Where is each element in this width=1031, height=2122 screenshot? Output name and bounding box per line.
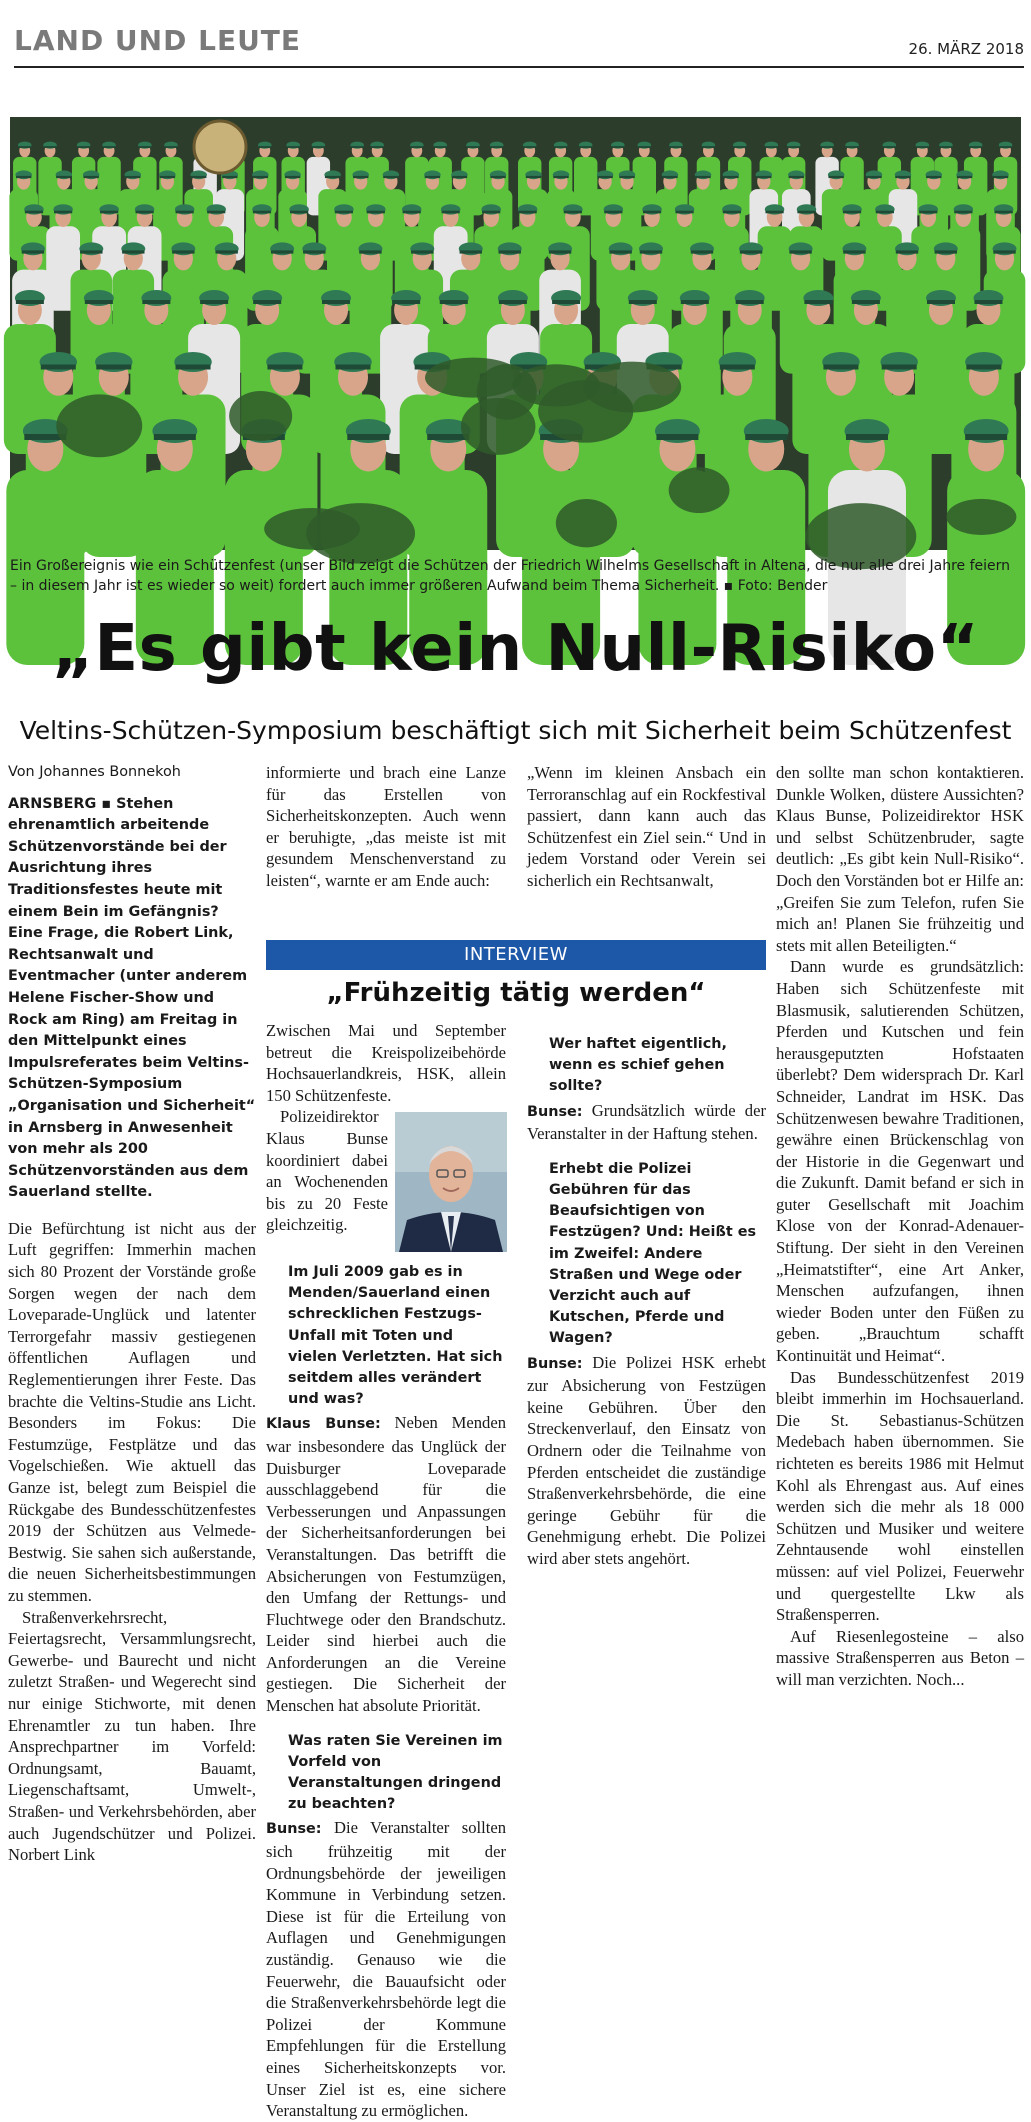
speaker-label: Bunse: <box>527 1103 583 1120</box>
answer-text: Die Polizei HSK erhebt zur Absicherung von Festzügen keine Gebühren. Über den Streckenverlauf, den Einsatz von Ordnern oder die Teilnahme von Pferden entscheidet die zuständige Straßenverkehrsbehörde, die eine geringe Gebühr für die Genehmigung erhebt. Die Polizei wird aber stets angehört. <box>527 1352 766 1568</box>
article-paragraph: Straßenverkehrsrecht, Feiertagsrecht, Versammlungsrecht, Gewerbe- und Baurecht und nicht zuletzt Straßen- und Wegerecht sind nur einige Stichworte, mit denen Ehrenamtler zu tun haben. Ihre Ansprechpartner im Vorfeld: Ordnungsamt, Bauamt, Liegenschaftsamt, Umwelt-, Straßen- und Verkehrsbehörden, aber auch Jugendschützer und Polizei. Norbert Link <box>8 1607 256 1865</box>
article-paragraph: informierte und brach eine Lanze für das Erstellen von Sicherheitskonzepten. Auch wenn er beruhigte, „das meiste ist mit gesundem Menschenverstand zu leisten“, warnte er am Ende auch: <box>266 763 506 890</box>
article-headline: „Es gibt kein Null-Risiko“ <box>51 612 980 686</box>
section-title: LAND UND LEUTE <box>14 24 302 57</box>
interview-answer <box>266 1412 506 1716</box>
article-subheadline: Veltins-Schützen-Symposium beschäftigt sich mit Sicherheit beim Schützenfest <box>19 716 1012 745</box>
article-paragraph: Auf Riesenlegosteine – also massive Straßensperren aus Beton – will man verzichten. Noch... <box>776 1626 1024 1689</box>
issue-date: 26. MÄRZ 2018 <box>908 40 1024 58</box>
interview-question: Was raten Sie Vereinen im Vorfeld von Veranstaltungen dringend zu beachten? <box>288 1732 503 1813</box>
photo-crowd-icon <box>10 117 1021 550</box>
interview-intro: Zwischen Mai und September betreut die Kreispolizeibehörde Hochsauerlandkreis, HSK, allein 150 Schützenfeste. <box>266 1021 506 1105</box>
article-lead: ARNSBERG ▪ Stehen ehrenamtlich arbeitende Schützenvorstände bei der Ausrichtung ihres Traditionsfestes heute mit einem Bein im Gefängnis? Eine Frage, die Robert Link, Rechtsanwalt und Eventmacher (unter anderem Helene Fischer-Show und Rock am Ring) am Freitag in den Mittelpunkt eines Impulsreferates beim Veltins-Schützen-Symposium „Organisation und Sicherheit“ in Arnsberg in Anwesenheit von mehr als 200 Schützenvorständen aus dem Sauerland stellte. <box>8 795 256 1201</box>
interview-answer <box>266 1817 506 2121</box>
interview-question: Wer haftet eigentlich, wenn es schief gehen sollte? <box>549 1036 727 1095</box>
article-paragraph: „Wenn im kleinen Ansbach ein Terroranschlag auf ein Rockfestival passiert, dann kann auch das Schützenfest ein Ziel sein.“ Und in jedem Vorstand oder Verein sei sicherlich ein Rechtsanwalt, <box>527 763 766 890</box>
page-header <box>14 18 1024 68</box>
article-paragraph: Dann wurde es grundsätzlich: Haben sich Schützenfeste mit Blasmusik, salutierenden Schützen, Pferden und Kutschen und fein herausgeputzten Hofstaaten überlebt? Dem widersprach Dr. Karl Schneider, Landrat im HSK. Das Schützenwesen bewahre Traditionen, gewähre einen Brückenschlag von der Historie in die Gegenwart und die Zukunft. Damit befand er sich in guter Gesellschaft mit Joachim Klose von der Konrad-Adenauer-Stiftung. Der sieht in den Vereinen „Heimatstifter“, eine Art Anker, Menschen aufzufangen, ihnen wieder Boden unter den Füßen zu geben. „Brauchtum schafft Kontinuität und Heimat“. <box>776 957 1024 1366</box>
answer-text: Grundsätzlich würde der Veranstalter in der Haftung stehen. <box>527 1100 766 1144</box>
interview-column-right <box>527 1020 766 1570</box>
interview-label: INTERVIEW <box>266 940 766 970</box>
article-author: Von Johannes Bonnekoh <box>8 764 181 780</box>
interview-answer <box>527 1352 766 1570</box>
photo-caption: Ein Großereignis wie ein Schützenfest (unser Bild zeigt die Schützen der Friedrich Wilhelms Gesellschaft in Altena, die nur alle drei Jahre feiern – in diesem Jahr ist es wieder so weit) fordert auch immer größeren Aufwand beim Thema Sicherheit. ▪ Foto: Bender <box>10 558 1011 594</box>
lead-photo <box>10 117 1021 550</box>
article-column-4 <box>776 762 1024 1691</box>
speaker-label: Bunse: <box>527 1355 583 1372</box>
answer-text: Neben Menden war insbesondere das Unglück der Duisburger Loveparade ausschlaggebend für die Verbesserungen und Anpassungen der Sicherheitsanforderungen bei Veranstaltungen. Das betrifft die Absicherungen von Festumzügen, den Umfang der Rettungs- und Fluchtwege oder den Brandschutz. Leider sind hierbei auch die Anforderungen an die Vereine gestiegen. Die Sicherheit der Menschen hat absolute Priorität. <box>266 1413 506 1716</box>
interview-question: Erhebt die Polizei Gebühren für das Beaufsichtigen von Festzügen? Und: Heißt es im Zweifel: Andere Straßen und Wege oder Verzicht auch auf Kutschen, Pferde und Wagen? <box>549 1160 757 1347</box>
interview-intro: Polizeidirektor Klaus Bunse koordiniert dabei an Wochenenden bis zu 20 Feste gleichzeitig. <box>266 1107 388 1235</box>
article-column-2 <box>266 762 506 892</box>
article-column-1 <box>8 762 256 1866</box>
answer-text: Die Veranstalter sollten sich frühzeitig mit der Ordnungsbehörde der jeweiligen Kommune in Verbindung setzen. Diese ist für die Erteilung von Auflagen und Genehmigungen zuständig. Genauso wie die Feuerwehr, die Bauaufsicht oder die Straßenverkehrsbehörde legt die Polizei der Kommune Empfehlungen für die Erstellung eines Sicherheitskonzepts vor. Unser Ziel ist es, eine sichere Veranstaltung zu ermöglichen. <box>266 1818 506 2121</box>
article-column-3 <box>527 762 766 892</box>
article-paragraph: Das Bundesschützenfest 2019 bleibt immerhin im Hochsauerland. Die St. Sebastianus-Schützen Medebach haben übernommen. Sie richteten es bereits 1986 mit Helmut Kohl als Ehrengast aus. Auf eines werden sich die mehr als 18 000 Schützen und Musiker und weitere Zehntausende wohl einstellen müssen: auf viel Polizei, Feuerwehr und quergestellte Lkw als Straßensperren. <box>776 1367 1024 1625</box>
interview-answer <box>527 1100 766 1145</box>
article-paragraph: den sollte man schon kontaktieren. Dunkle Wolken, düstere Aussichten? Klaus Bunse, Polizeidirektor HSK und selbst Schützenbruder, sagte deutlich: „Es gibt kein Null-Risiko“. Doch den Vorständen bot er Hilfe an: „Greifen Sie zum Telefon, rufen Sie mich an! Planen Sie frühzeitig und stets mit allen Beteiligten.“ <box>776 763 1024 955</box>
speaker-label: Klaus Bunse: <box>266 1416 381 1433</box>
interview-column-left <box>266 1020 506 2122</box>
interview-question: Im Juli 2009 gab es in Menden/Sauerland einen schrecklichen Festzugs-Unfall mit Toten und vielen Verletzten. Hat sich seitdem alles verändert und was? <box>288 1263 503 1408</box>
interview-title: „Frühzeitig tätig werden“ <box>326 978 706 1008</box>
article-paragraph: Die Befürchtung ist nicht aus der Luft gegriffen: Immerhin machen sich 80 Prozent der Vorstände große Sorgen wegen der nach dem Loveparade-Unglück und latenter Terrorgefahr massiv gestiegenen öffentlichen Auflagen und Reglementierungen ihrer Feste. Das brachte die Veltins-Studie ans Licht. Besonders im Fokus: Die Festumzüge, Festplätze und das Vogelschießen. Wie aktuell das Ganze ist, belegt zum Beispiel die Rückgabe des Bundesschützenfestes 2019 der Schützen aus Velmede-Bestwig. Sie sahen sich außerstande, die neuen Sicherheitsbestimmungen zu stemmen. <box>8 1218 256 1605</box>
speaker-label: Bunse: <box>266 1821 322 1838</box>
